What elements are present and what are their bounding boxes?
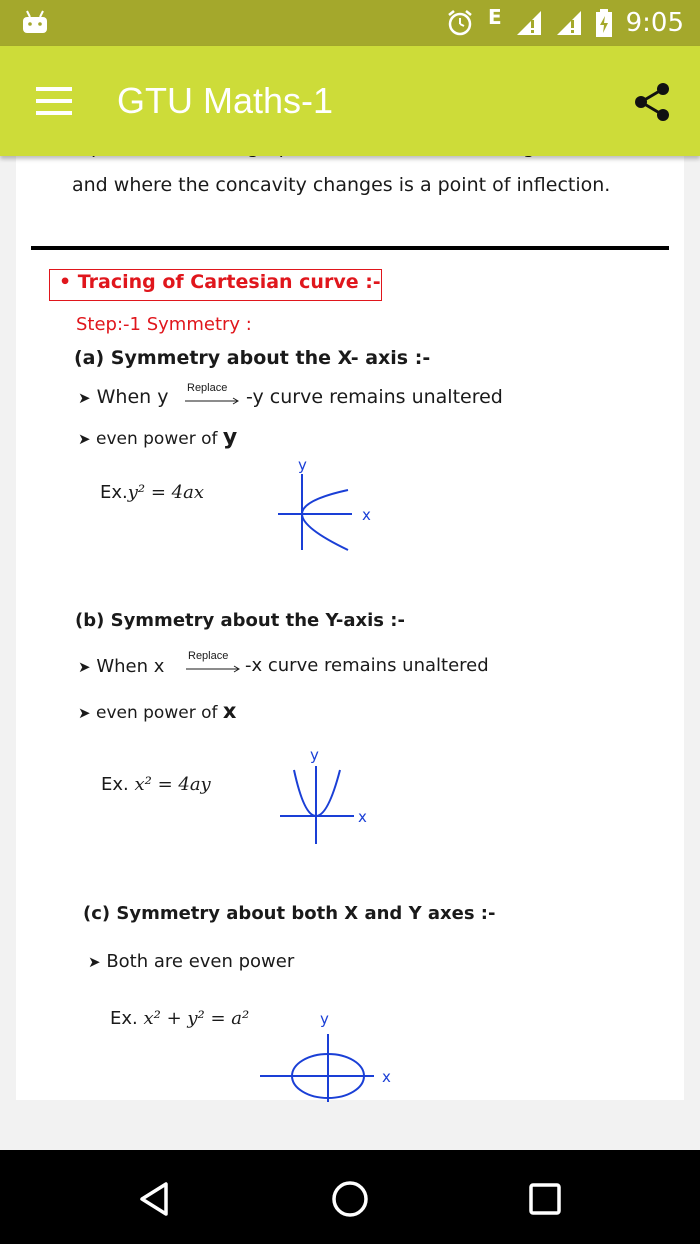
part-c-circle-figure bbox=[256, 1006, 406, 1106]
replace-arrow-icon bbox=[185, 397, 241, 405]
part-c-example: Ex. x² + y² = a² bbox=[110, 1008, 250, 1029]
status-bar bbox=[0, 0, 700, 46]
part-c-x-axis-label: x bbox=[382, 1068, 391, 1086]
part-a-y-axis-label: y bbox=[298, 456, 307, 474]
android-icon bbox=[22, 10, 48, 34]
home-icon[interactable] bbox=[327, 1176, 373, 1222]
recents-icon[interactable] bbox=[522, 1176, 568, 1222]
part-a-x-axis-label: x bbox=[362, 506, 371, 524]
document-page[interactable] bbox=[16, 140, 684, 1100]
bullet-arrow-icon: ➤ bbox=[78, 658, 91, 676]
app-bar bbox=[0, 46, 700, 156]
part-b-bullet-1: ➤ When x bbox=[78, 656, 165, 677]
part-b-bullet-2: ➤ even power of x bbox=[78, 699, 237, 723]
signal-icon-2 bbox=[556, 10, 582, 36]
bullet-arrow-icon: ➤ bbox=[78, 389, 91, 407]
intro-line: and where the concavity changes is a point of inflection. bbox=[72, 174, 611, 196]
part-a-replace-label: Replace bbox=[187, 382, 228, 394]
part-b-y-axis-label: y bbox=[310, 746, 319, 764]
battery-icon bbox=[596, 9, 612, 37]
status-time: 9:05 bbox=[625, 8, 684, 38]
part-b-x-axis-label: x bbox=[358, 808, 367, 826]
signal-icon bbox=[516, 10, 542, 36]
part-c-heading: (c) Symmetry about both X and Y axes :- bbox=[83, 903, 496, 924]
alarm-icon bbox=[446, 9, 474, 37]
part-a-bullet-1: ➤ When y bbox=[78, 386, 169, 408]
bullet-arrow-icon: ➤ bbox=[78, 430, 91, 448]
app-title: GTU Maths-1 bbox=[117, 80, 334, 121]
part-b-bullet-1-suffix: -x curve remains unaltered bbox=[245, 655, 489, 676]
part-a-parabola-figure bbox=[272, 452, 382, 554]
part-a-example: Ex.y² = 4ax bbox=[100, 482, 204, 503]
part-c-bullet-1: ➤ Both are even power bbox=[88, 951, 295, 972]
part-c-y-axis-label: y bbox=[320, 1010, 329, 1028]
section-title: • Tracing of Cartesian curve :- bbox=[59, 271, 381, 293]
bullet-arrow-icon: ➤ bbox=[78, 704, 91, 722]
back-icon[interactable] bbox=[132, 1176, 178, 1222]
bullet-arrow-icon: ➤ bbox=[88, 953, 101, 971]
part-b-parabola-figure bbox=[274, 742, 384, 846]
replace-arrow-icon bbox=[186, 665, 242, 673]
share-icon[interactable] bbox=[630, 80, 674, 124]
part-b-heading: (b) Symmetry about the Y-axis :- bbox=[75, 610, 405, 631]
part-a-bullet-2: ➤ even power of y bbox=[78, 425, 238, 450]
part-a-heading: (a) Symmetry about the X- axis :- bbox=[74, 347, 431, 369]
navigation-bar bbox=[0, 1150, 700, 1244]
part-b-replace-label: Replace bbox=[188, 650, 229, 662]
section-divider bbox=[31, 246, 669, 250]
step-title: Step:-1 Symmetry : bbox=[76, 314, 252, 335]
network-type-label: E bbox=[487, 5, 502, 29]
menu-icon[interactable] bbox=[36, 87, 72, 115]
part-b-example: Ex. x² = 4ay bbox=[101, 774, 211, 795]
part-a-bullet-1-suffix: -y curve remains unaltered bbox=[246, 386, 503, 408]
